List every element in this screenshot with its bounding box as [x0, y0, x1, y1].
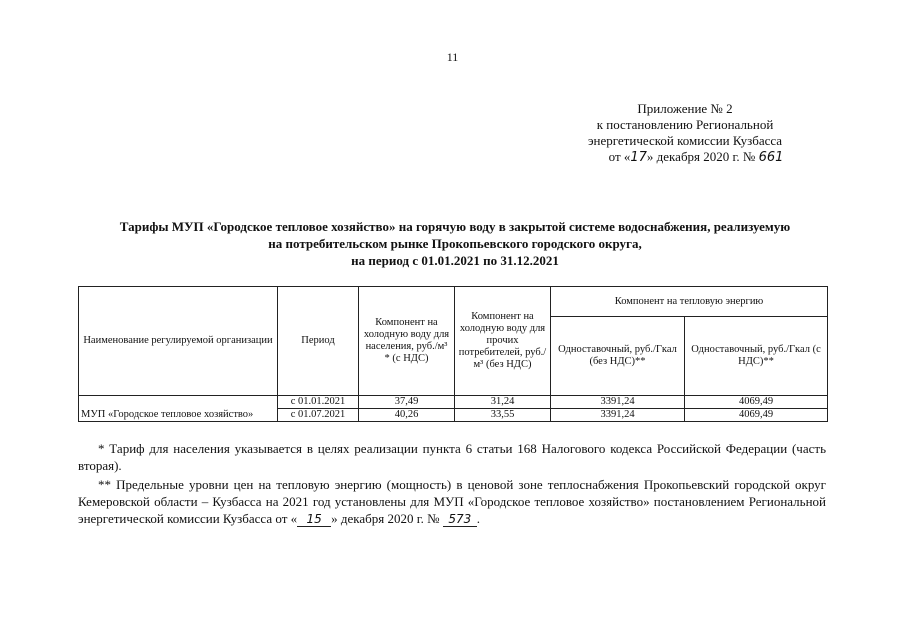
period-cell: с 01.01.2021 — [278, 396, 359, 409]
footnote-2 — [78, 476, 826, 527]
cold-other-cell: 33,55 — [455, 409, 551, 422]
appendix-number: 661 — [758, 150, 784, 165]
appendix-line-3: энергетической комиссии Кузбасса — [587, 133, 783, 148]
footnote-2-number: 573 — [443, 513, 477, 527]
footnote-1-text: * Тариф для населения указывается в целях реализации пункта 6 статьи 168 Налогового кодекса Российской Федерации (часть вторая). — [78, 441, 826, 473]
footnote-2-text: ** Предельные уровни цен на тепловую энергию (мощность) в ценовой зоне теплоснабжения Прокопьевский городской округ Кемеровской области – Кузбасса на 2021 год установлены для МУП «Городское тепловое хозяйство» постановлением Региональной энергетической комиссии Кузбасса от « — [78, 477, 826, 526]
period-cell: с 01.07.2021 — [278, 409, 359, 422]
org-name-cell: МУП «Городское тепловое хозяйство» — [79, 396, 278, 422]
cold-other-cell: 31,24 — [455, 396, 551, 409]
appendix-header — [540, 101, 830, 166]
title-line-1: Тарифы МУП «Городское тепловое хозяйство» на горячую воду в закрытой системе водоснабжения, реализуемую — [119, 219, 791, 234]
appendix-date-prefix: от « — [608, 149, 631, 164]
appendix-date-day: 17 — [630, 150, 647, 165]
header-heat: Компонент на тепловую энергию — [551, 287, 828, 317]
heat-vat-cell: 4069,49 — [685, 409, 828, 422]
appendix-date-line — [540, 149, 830, 166]
footnote-2-middle: » декабря 2020 г. № — [331, 511, 440, 526]
heat-vat-cell: 4069,49 — [685, 396, 828, 409]
header-heat-no-vat: Одноставочный, руб./Гкал (без НДС)** — [551, 317, 685, 396]
document-title — [40, 218, 870, 269]
page-number: 11 — [446, 50, 459, 64]
cold-population-cell: 40,26 — [359, 409, 455, 422]
tariff-table — [78, 286, 828, 422]
header-cold-other: Компонент на холодную воду для прочих потребителей, руб./м³ (без НДС) — [455, 287, 551, 396]
footnote-2-day: 15 — [297, 513, 331, 527]
appendix-title: Приложение № 2 — [637, 101, 733, 116]
header-heat-vat: Одноставочный, руб./Гкал (с НДС)** — [685, 317, 828, 396]
table-row — [79, 396, 828, 409]
footnote-2-end: . — [476, 511, 481, 526]
heat-no-vat-cell: 3391,24 — [551, 396, 685, 409]
header-cold-population: Компонент на холодную воду для населения, руб./м³ * (с НДС) — [359, 287, 455, 396]
title-line-3: на период с 01.01.2021 по 31.12.2021 — [351, 253, 559, 268]
heat-no-vat-cell: 3391,24 — [551, 409, 685, 422]
appendix-line-2: к постановлению Региональной — [596, 117, 774, 132]
header-org: Наименование регулируемой организации — [79, 287, 278, 396]
cold-population-cell: 37,49 — [359, 396, 455, 409]
footnote-1 — [78, 440, 826, 474]
header-period: Период — [278, 287, 359, 396]
appendix-date-middle: » декабря 2020 г. № — [646, 149, 756, 164]
title-line-2: на потребительском рынке Прокопьевского городского округа, — [268, 236, 642, 251]
